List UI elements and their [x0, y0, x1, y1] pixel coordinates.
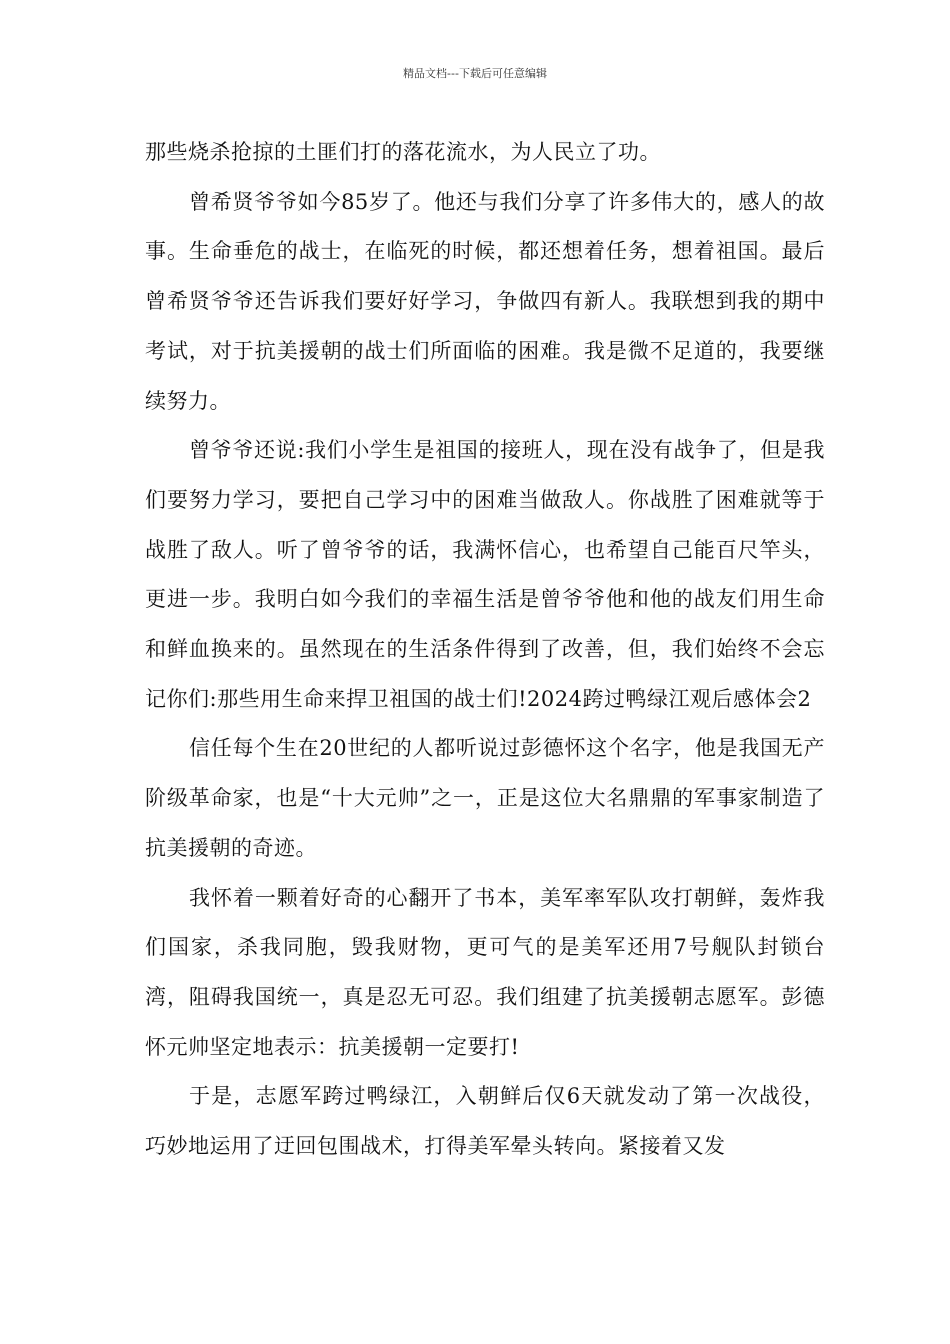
paragraph-4: 信任每个生在20世纪的人都听说过彭德怀这个名字，他是我国无产阶级革命家，也是“十大元帅”之一，正是这位大名鼎鼎的军事家制造了抗美援朝的奇迹。	[145, 736, 825, 860]
document-body	[145, 128, 825, 1172]
paragraph-3: 曾爷爷还说:我们小学生是祖国的接班人，现在没有战争了，但是我们要努力学习，要把自己学习中的困难当做敌人。你战胜了困难就等于战胜了敌人。听了曾爷爷的话，我满怀信心，也希望自己能百尺竿头，更进一步。我明白如今我们的幸福生活是曾爷爷他和他的战友们用生命和鲜血换来的。虽然现在的生活条件得到了改善，但，我们始终不会忘记你们:那些用生命来捍卫祖国的战士们!2024跨过鸭绿江观后感体会2	[145, 438, 825, 711]
paragraph-5: 我怀着一颗着好奇的心翻开了书本，美军率军队攻打朝鲜，轰炸我们国家，杀我同胞，毁我财物，更可气的是美军还用7号舰队封锁台湾，阻碍我国统一，真是忍无可忍。我们组建了抗美援朝志愿军。彭德怀元帅坚定地表示：抗美援朝一定要打!	[145, 885, 825, 1059]
paragraph-6: 于是，志愿军跨过鸭绿江，入朝鲜后仅6天就发动了第一次战役，巧妙地运用了迂回包围战术，打得美军晕头转向。紧接着又发	[145, 1084, 825, 1159]
paragraph-1: 那些烧杀抢掠的土匪们打的落花流水，为人民立了功。	[145, 140, 661, 164]
paragraph-2: 曾希贤爷爷如今85岁了。他还与我们分享了许多伟大的，感人的故事。生命垂危的战士，在临死的时候，都还想着任务，想着祖国。最后曾希贤爷爷还告诉我们要好好学习，争做四有新人。我联想到我的期中考试，对于抗美援朝的战士们所面临的困难。我是微不足道的，我要继续努力。	[145, 189, 825, 413]
page-header: 精品文档---下载后可任意编辑	[403, 67, 547, 80]
